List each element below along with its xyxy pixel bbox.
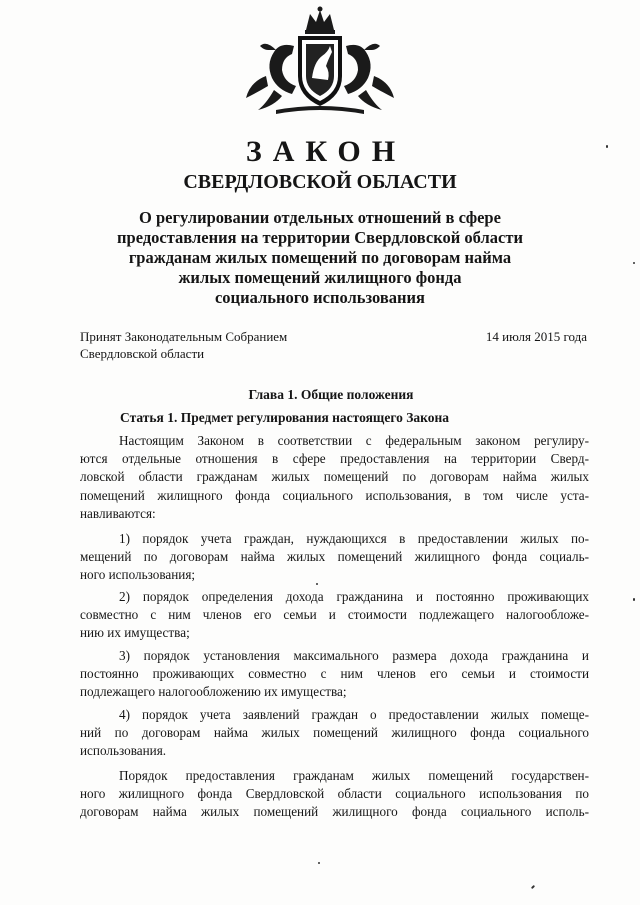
list-item-4: [80, 706, 589, 761]
paragraph-line: Порядок предоставления гражданам жилых помещений государствен-: [119, 768, 589, 783]
adopted-by-line: Свердловской области: [80, 346, 205, 361]
law-title: ЗАКОН: [245, 135, 407, 168]
adopted-by: [80, 328, 287, 362]
paragraph-line: мещений по договорам найма жилых помещений жилищного фонда социаль-: [80, 549, 589, 565]
body-paragraph: [80, 767, 589, 822]
chapter-heading: Глава 1. Общие положения: [248, 387, 414, 402]
paragraph-line: ний по договорам найма жилых помещений жилищного фонда социального: [80, 725, 589, 741]
paragraph-line: ются отдельные отношения в сфере предоставления на территории Сверд-: [80, 451, 589, 467]
coat-of-arms-emblem: [236, 6, 404, 118]
law-name-line: предоставления на территории Свердловской области: [117, 228, 523, 247]
list-item-3: [80, 647, 589, 702]
paragraph-line: договорам найма жилых помещений жилищного фонда социального исполь-: [80, 804, 589, 820]
paragraph-line: совместно с ним членов его семьи и стоимости подлежащего налогообложе-: [80, 607, 589, 623]
paragraph-line: 3) порядок установления максимального размера дохода гражданина и: [119, 648, 589, 663]
paragraph-line: нию их имущества;: [80, 625, 190, 641]
paragraph-line: помещений жилищного фонда социального использования, в том числе уста-: [80, 487, 589, 503]
paragraph-line: подлежащего налогообложению их имущества;: [80, 684, 347, 700]
adopted-by-line: Принят Законодательным Собранием: [80, 329, 288, 344]
law-name-line: О регулировании отдельных отношений в сфере: [139, 208, 501, 227]
law-name-line: социального использования: [214, 288, 425, 307]
list-item-1: [80, 530, 589, 585]
law-name-line: жилых помещений жилищного фонда: [178, 268, 462, 287]
paragraph-line: 1) порядок учета граждан, нуждающихся в предоставлении жилых по-: [119, 531, 589, 546]
paragraph-line: постоянно проживающих совместно с ним членов его семьи и стоимости: [80, 666, 589, 682]
paragraph-line: ного жилищного фонда Свердловской области социального использования по: [80, 786, 589, 802]
paragraph-line: Настоящим Законом в соответствии с федеральным законом регулиру-: [119, 433, 589, 448]
law-name-line: гражданам жилых помещений по договорам найма: [128, 248, 512, 267]
body-paragraph: [80, 432, 589, 523]
list-item-2: [80, 588, 589, 643]
paragraph-line: использования.: [80, 743, 167, 759]
paragraph-line: 2) порядок определения дохода гражданина и постоянно проживающих: [119, 589, 589, 604]
article-heading: Статья 1. Предмет регулирования настоящего Закона: [120, 410, 449, 425]
law-name-block: [100, 208, 540, 308]
paragraph-line: навливаются:: [80, 505, 156, 521]
paragraph-line: ного использования;: [80, 567, 196, 583]
paragraph-line: 4) порядок учета заявлений граждан о предоставлении жилых помеще-: [119, 707, 589, 722]
paragraph-line: ловской области гражданам жилых помещений по договорам найма жилых: [80, 469, 589, 485]
adoption-date: 14 июля 2015 года: [485, 329, 587, 344]
law-region-subtitle: СВЕРДЛОВСКОЙ ОБЛАСТИ: [183, 171, 457, 193]
